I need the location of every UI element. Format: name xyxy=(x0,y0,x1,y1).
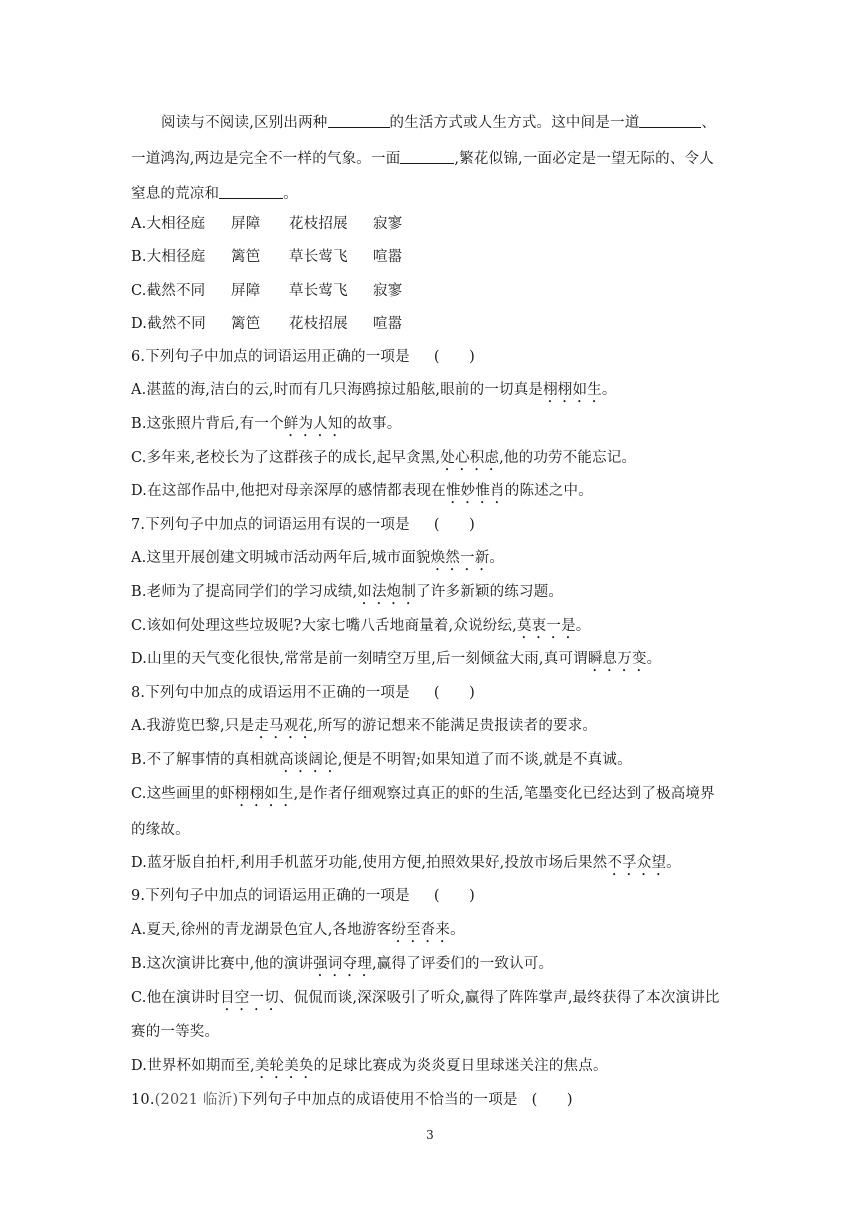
fill-blank xyxy=(219,184,283,199)
q8-option-c: C.这些画里的虾栩栩如生,是作者仔细观察过真正的虾的生活,笔墨变化已经达到了极高境界 xyxy=(131,786,715,802)
q6-option-d: D.在这部作品中,他把对母亲深厚的感情都表现在惟妙惟肖的陈述之中。 xyxy=(131,483,593,499)
q5-option-a: A.大相径庭 屏障 花枝招展 寂寥 xyxy=(131,216,403,232)
dotted-idiom: 高谈阔论 xyxy=(278,752,338,768)
q8-option-a: A.我游览巴黎,只是走马观花,所写的游记想来不能满足贵报读者的要求。 xyxy=(131,718,598,734)
dotted-idiom: 惟妙惟肖 xyxy=(445,483,505,499)
q9-option-a: A.夏天,徐州的青龙湖景色宜人,各地游客纷至沓来。 xyxy=(131,922,465,938)
passage-line-1: 阅读与不阅读,区别出两种 的生活方式或人生方式。这中间是一道 、 xyxy=(161,115,717,131)
q9-stem: 9.下列句子中加点的词语运用正确的一项是 ( ) xyxy=(131,888,475,904)
dotted-idiom: 如法炮制 xyxy=(357,584,417,600)
dotted-idiom: 瞬息万变 xyxy=(587,651,647,667)
q6-option-b: B.这张照片背后,有一个鲜为人知的故事。 xyxy=(131,416,402,432)
fill-blank xyxy=(328,113,390,128)
q7-option-c: C.该如何处理这些垃圾呢?大家七嘴八舌地商量着,众说纷纭,莫衷一是。 xyxy=(131,618,591,634)
q6-option-a: A.湛蓝的海,洁白的云,时而有几只海鸥掠过船舷,眼前的一切真是栩栩如生。 xyxy=(131,382,617,398)
q5-option-b: B.大相径庭 篱笆 草长莺飞 喧嚣 xyxy=(131,249,403,265)
fill-blank xyxy=(639,113,701,128)
dotted-idiom: 强词夺理 xyxy=(313,956,372,972)
dotted-idiom: 栩栩如生 xyxy=(543,382,602,398)
q7-option-a: A.这里开展创建文明城市活动两年后,城市面貌焕然一新。 xyxy=(131,550,505,566)
dotted-idiom: 走马观花 xyxy=(254,718,314,734)
dotted-idiom: 焕然一新 xyxy=(430,550,490,566)
dotted-idiom: 栩栩如生 xyxy=(234,786,294,802)
dotted-idiom: 目空一切 xyxy=(220,990,279,1006)
dotted-idiom: 鲜为人知 xyxy=(283,416,343,432)
q7-option-b: B.老师为了提高同学们的学习成绩,如法炮制了许多新颖的练习题。 xyxy=(131,584,564,600)
dotted-idiom: 莫衷一是 xyxy=(516,618,576,634)
dotted-idiom: 不孚众望 xyxy=(607,855,667,871)
q7-option-d: D.山里的天气变化很快,常常是前一刻晴空万里,后一刻倾盆大雨,真可谓瞬息万变。 xyxy=(131,651,662,667)
q7-stem: 7.下列句子中加点的词语运用有误的一项是 ( ) xyxy=(131,517,475,533)
q8-option-b: B.不了解事情的真相就高谈阔论,便是不明智;如果知道了而不谈,就是不真诚。 xyxy=(131,752,632,768)
page-number: 3 xyxy=(426,1128,434,1142)
dotted-idiom: 处心积虑 xyxy=(440,450,500,466)
q9-option-c: C.他在演讲时目空一切、侃侃而谈,深深吸引了听众,赢得了阵阵掌声,最终获得了本次演讲比 xyxy=(131,990,720,1006)
q6-stem: 6.下列句子中加点的词语运用正确的一项是 ( ) xyxy=(131,349,475,365)
fill-blank xyxy=(400,149,454,164)
q9-option-d: D.世界杯如期而至,美轮美奂的足球比赛成为炎炎夏日里球迷关注的焦点。 xyxy=(131,1058,608,1074)
dotted-idiom: 纷至沓来 xyxy=(391,922,451,938)
q8-option-c-cont: 的缘故。 xyxy=(131,822,190,838)
q6-option-c: C.多年来,老校长为了这群孩子的成长,起早贪黑,处心积虑,他的功劳不能忘记。 xyxy=(131,450,637,466)
q8-option-d: D.蓝牙版自拍杆,利用手机蓝牙功能,使用方便,拍照效果好,投放市场后果然不孚众望。 xyxy=(131,855,681,871)
passage-line-3: 窒息的荒凉和 。 xyxy=(131,186,298,202)
q5-option-c: C.截然不同 屏障 草长莺飞 寂寥 xyxy=(131,283,403,299)
question-source: (2021 临沂) xyxy=(154,1092,239,1108)
q10-stem: 10.(2021 临沂)下列句子中加点的成语使用不恰当的一项是 ( ) xyxy=(131,1092,573,1108)
q5-option-d: D.截然不同 篱笆 花枝招展 喧嚣 xyxy=(131,316,403,332)
q9-option-c-cont: 赛的一等奖。 xyxy=(131,1024,220,1040)
passage-line-2: 一道鸿沟,两边是完全不一样的气象。一面 ,繁花似锦,一面必定是一望无际的、令人 xyxy=(131,151,714,167)
q8-stem: 8.下列句中加点的成语运用不正确的一项是 ( ) xyxy=(131,685,475,701)
dotted-idiom: 美轮美奂 xyxy=(254,1058,314,1074)
q9-option-b: B.这次演讲比赛中,他的演讲强词夺理,赢得了评委们的一致认可。 xyxy=(131,956,554,972)
